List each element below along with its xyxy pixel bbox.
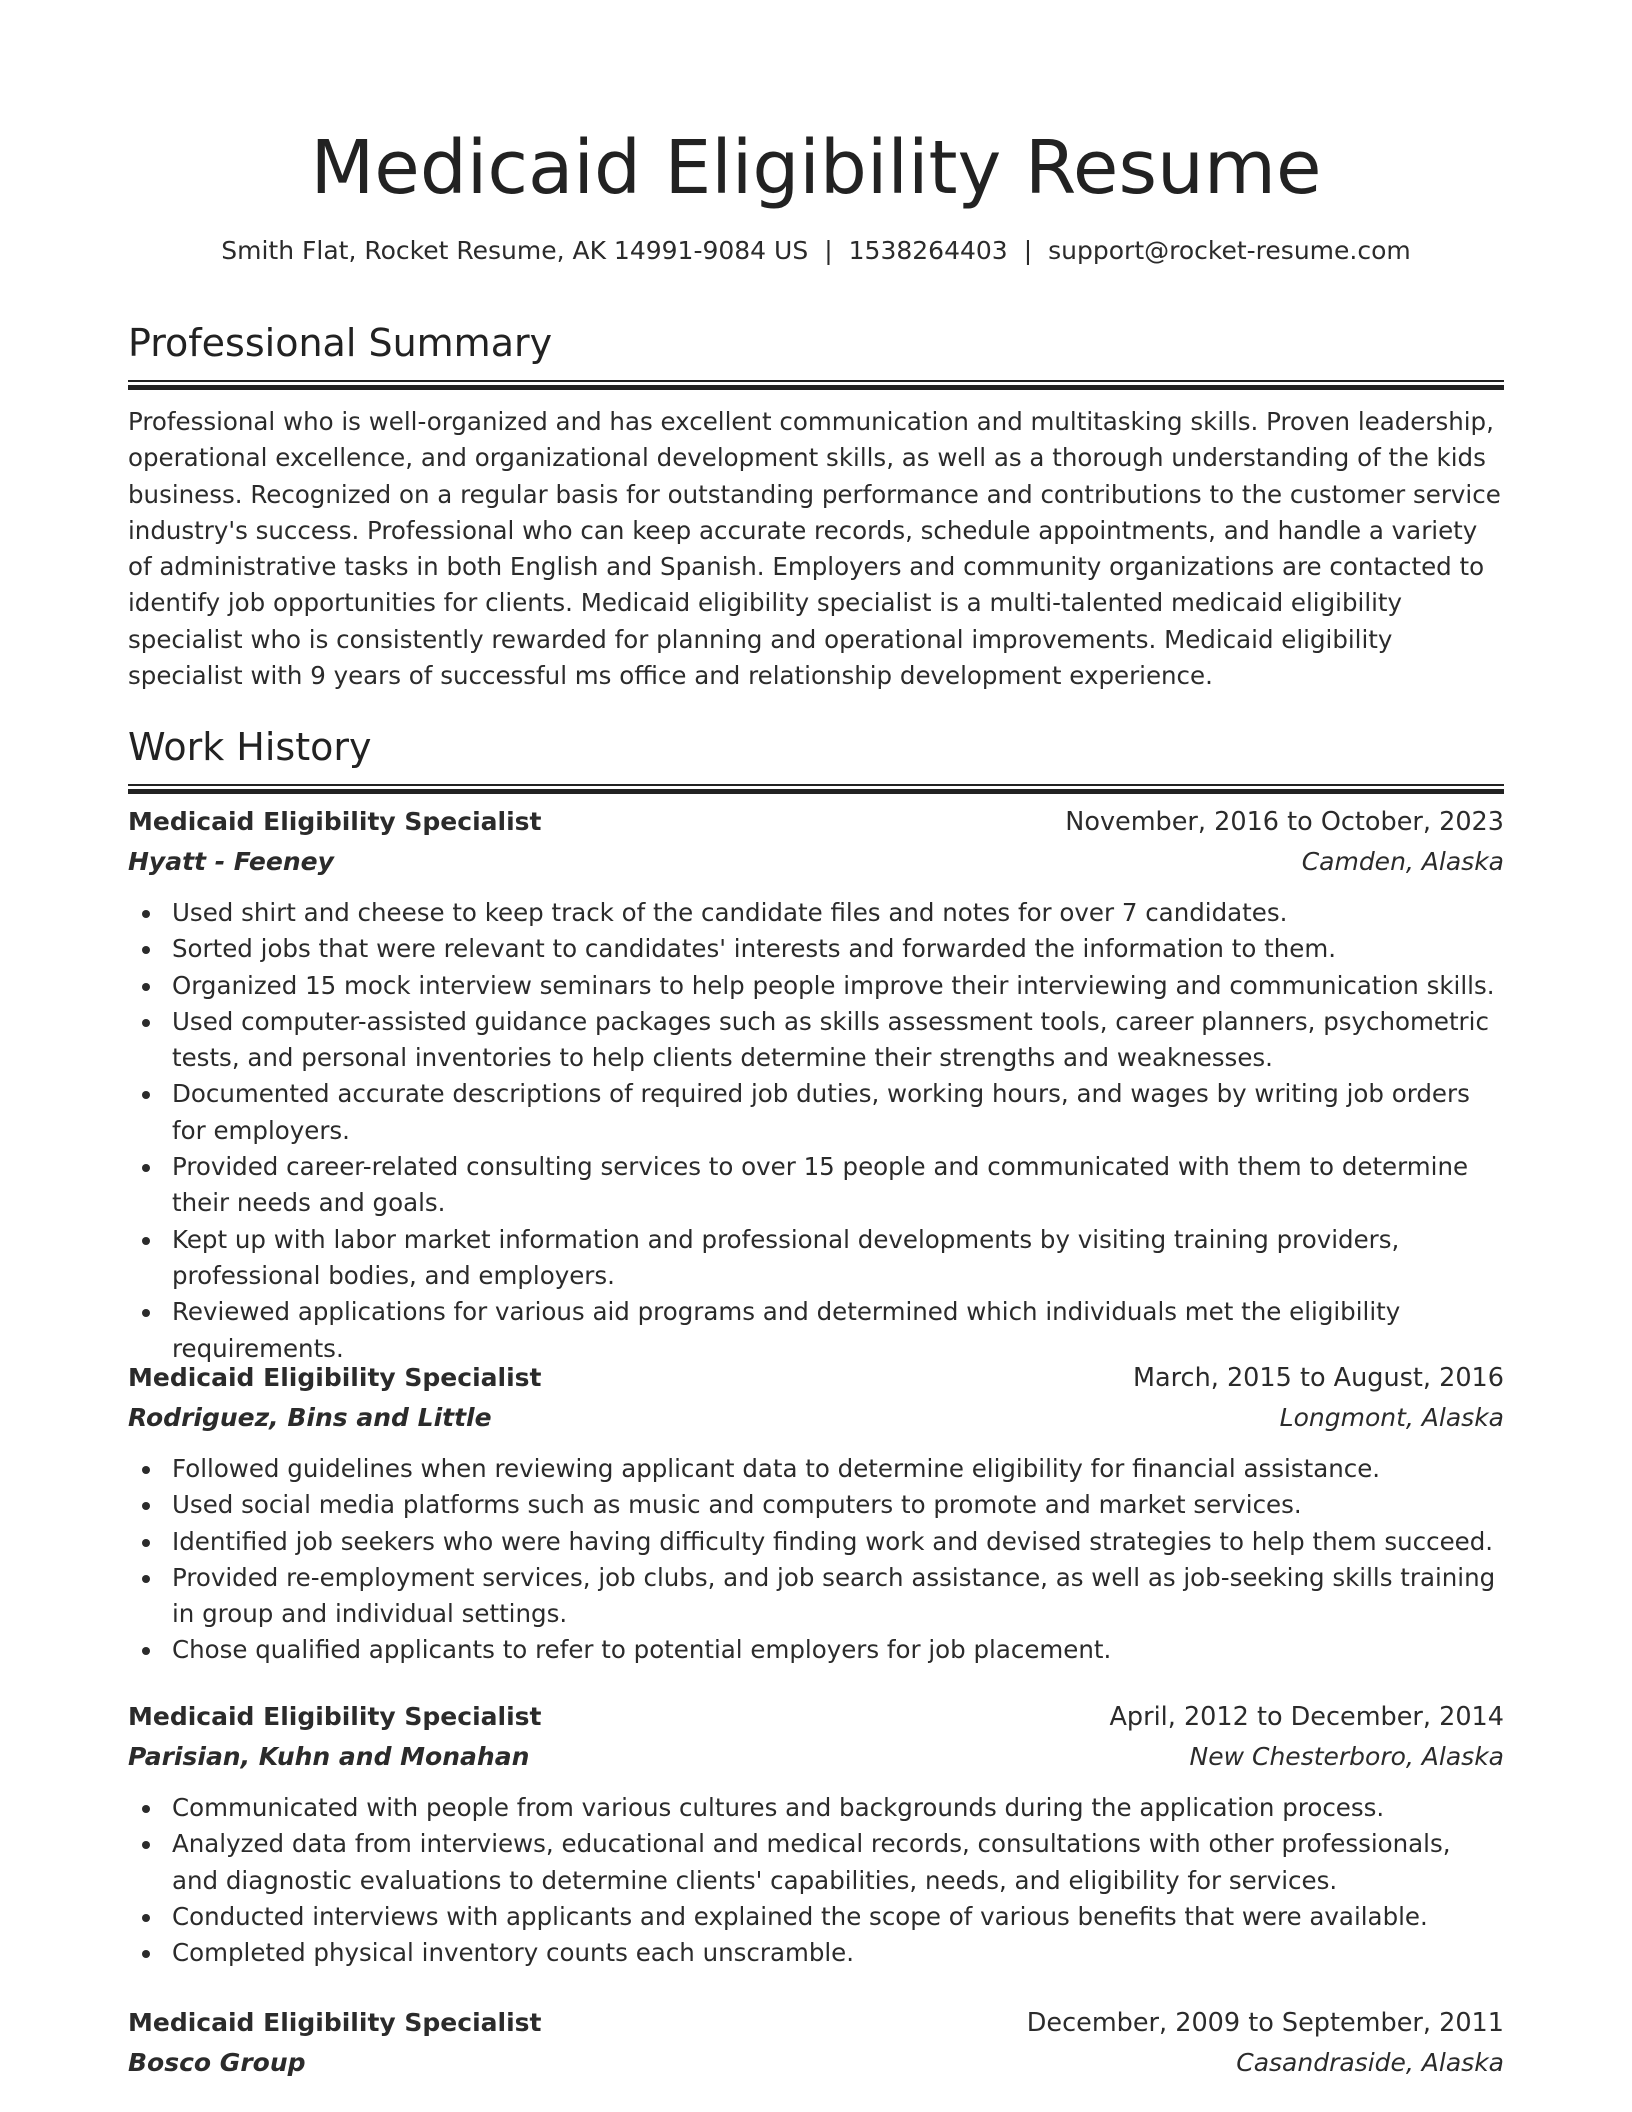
section-divider <box>128 380 1504 390</box>
job-bullet-list <box>128 1790 1504 1971</box>
job-bullet-text: Communicated with people from various cultures and backgrounds during the application process. <box>172 1793 1385 1822</box>
bullet-dot-icon <box>142 1841 150 1849</box>
job-header-row <box>128 1697 1504 1737</box>
job-title: Medicaid Eligibility Specialist <box>128 1363 542 1392</box>
job-bullet-text: Chose qualified applicants to refer to potential employers for job placement. <box>172 1635 1112 1665</box>
job-bullet-text: Conducted interviews with applicants and explained the scope of various benefits that were available. <box>172 1901 1428 1931</box>
job-bullet-item <box>128 931 1504 967</box>
job-company: Hyatt - Feeney <box>128 847 334 876</box>
job-header-row <box>128 802 1504 842</box>
job-bullet-text: Sorted jobs that were relevant to candidates' interests and forwarded the information to them. <box>172 934 1336 964</box>
job-bullet-item <box>128 1149 1504 1222</box>
job-bullet-text: Analyzed data from interviews, educational and medical records, consultations with other professionals, and diagnostic evaluations to determine clients' capabilities, needs, and eligibility for services. <box>172 1829 1451 1895</box>
section-heading-work-history: Work History <box>128 725 372 769</box>
job-company-row <box>128 842 1504 882</box>
bullet-dot-icon <box>142 1237 150 1245</box>
job-header-row <box>128 2003 1504 2043</box>
contact-email[interactable]: support@rocket-resume.com <box>1048 236 1411 265</box>
job-company-row <box>128 1737 1504 1777</box>
job-dates: December, 2009 to September, 2011 <box>1026 2008 1504 2038</box>
contact-address: Smith Flat, Rocket Resume, AK 14991-9084 US <box>221 236 809 265</box>
bullet-dot-icon <box>142 983 150 991</box>
job-bullet-item <box>128 1222 1504 1295</box>
resume-page <box>128 0 1504 2077</box>
job-bullet-item <box>128 968 1504 1004</box>
bullet-dot-icon <box>142 946 150 954</box>
job-title: Medicaid Eligibility Specialist <box>128 2008 542 2037</box>
contact-phone: 1538264403 <box>848 236 1008 265</box>
job-dates: March, 2015 to August, 2016 <box>1133 1363 1504 1393</box>
summary-paragraph: Professional who is well-organized and has excellent communication and multitasking skills. Proven leadership, operational excellence, and organizational development skills, as well as a thorough understanding of the kids business. Recognized on a regular basis for outstanding performance and contributions to the customer service industry's success. Professional who can keep accurate records, schedule appointments, and handle a variety of administrative tasks in both English and Spanish. Employers and community organizations are contacted to identify job opportunities for clients. Medicaid eligibility specialist is a multi-talented medicaid eligibility specialist who is consistently rewarded for planning and operational improvements. Medicaid eligibility specialist with 9 years of successful ms office and relationship development experience. <box>128 407 1501 691</box>
job-bullet-item <box>128 1451 1504 1487</box>
job-bullet-text: Documented accurate descriptions of required job duties, working hours, and wages by writing job orders for employers. <box>172 1079 1470 1145</box>
bullet-dot-icon <box>142 1950 150 1958</box>
job-dates: November, 2016 to October, 2023 <box>1065 807 1504 837</box>
section-heading-summary: Professional Summary <box>128 321 553 365</box>
job-bullet-text: Used shirt and cheese to keep track of the candidate files and notes for over 7 candidates. <box>172 898 1288 927</box>
resume-title: Medicaid Eligibility Resume <box>310 125 1322 211</box>
bullet-dot-icon <box>142 1539 150 1547</box>
job-bullet-text: Completed physical inventory counts each unscramble. <box>172 1938 855 1968</box>
bullet-dot-icon <box>142 1309 150 1317</box>
job-location: Casandraside, Alaska <box>1236 2048 1504 2077</box>
job-bullet-item <box>128 1826 1504 1899</box>
job-title: Medicaid Eligibility Specialist <box>128 1702 542 1731</box>
job-company: Parisian, Kuhn and Monahan <box>128 1742 530 1771</box>
job-location: Camden, Alaska <box>1301 847 1504 876</box>
professional-summary-section <box>128 318 1504 719</box>
bullet-dot-icon <box>142 1647 150 1655</box>
job-dates: April, 2012 to December, 2014 <box>1109 1702 1504 1732</box>
job-bullet-item <box>128 1899 1504 1935</box>
job-title: Medicaid Eligibility Specialist <box>128 807 542 836</box>
bullet-dot-icon <box>142 1019 150 1027</box>
job-bullet-item <box>128 1004 1504 1077</box>
job-entry <box>128 2003 1504 2083</box>
job-bullet-list <box>128 895 1504 1367</box>
job-bullet-item <box>128 1935 1504 1971</box>
job-bullet-text: Followed guidelines when reviewing applicant data to determine eligibility for financial assistance. <box>172 1454 1381 1483</box>
job-company-row <box>128 2043 1504 2083</box>
contact-separator: | <box>824 236 833 265</box>
job-bullet-text: Used social media platforms such as music and computers to promote and market services. <box>172 1490 1302 1520</box>
bullet-dot-icon <box>142 1805 150 1813</box>
job-bullet-text: Identified job seekers who were having difficulty finding work and devised strategies to help them succeed. <box>172 1526 1494 1556</box>
job-location: Longmont, Alaska <box>1279 1403 1504 1432</box>
work-history-section <box>128 722 1504 794</box>
job-entry <box>128 802 1504 1367</box>
job-company-row <box>128 1398 1504 1438</box>
bullet-dot-icon <box>142 1502 150 1510</box>
job-company: Rodriguez, Bins and Little <box>128 1403 492 1432</box>
job-entry <box>128 1697 1504 1971</box>
bullet-dot-icon <box>142 1914 150 1922</box>
job-bullet-text: Organized 15 mock interview seminars to help people improve their interviewing and communication skills. <box>172 970 1495 1000</box>
bullet-dot-icon <box>142 1164 150 1172</box>
job-bullet-text: Provided re-employment services, job clubs, and job search assistance, as well as job-seeking skills training in group and individual settings. <box>172 1562 1496 1629</box>
job-bullet-list <box>128 1451 1504 1669</box>
job-bullet-text: Used computer-assisted guidance packages such as skills assessment tools, career planners, psychometric tests, and personal inventories to help clients determine their strengths and weaknesses. <box>172 1006 1489 1073</box>
job-bullet-item <box>128 1632 1504 1668</box>
bullet-dot-icon <box>142 910 150 918</box>
contact-line <box>128 234 1504 268</box>
bullet-dot-icon <box>142 1466 150 1474</box>
job-bullet-item <box>128 1524 1504 1560</box>
contact-separator: | <box>1023 236 1033 265</box>
job-company: Bosco Group <box>128 2048 306 2077</box>
job-location: New Chesterboro, Alaska <box>1189 1742 1504 1771</box>
job-bullet-item <box>128 1294 1504 1367</box>
job-bullet-item <box>128 1790 1504 1826</box>
job-bullet-item <box>128 1487 1504 1523</box>
bullet-dot-icon <box>142 1091 150 1099</box>
job-bullet-item <box>128 1560 1504 1633</box>
job-header-row <box>128 1358 1504 1398</box>
section-divider <box>128 784 1504 794</box>
job-bullet-item <box>128 1076 1504 1149</box>
job-bullet-text: Provided career-related consulting services to over 15 people and communicated with them to determine their needs and goals. <box>172 1152 1469 1218</box>
job-bullet-text: Reviewed applications for various aid programs and determined which individuals met the eligibility requirements. <box>172 1297 1401 1363</box>
job-entry <box>128 1358 1504 1669</box>
job-bullet-item <box>128 895 1504 931</box>
job-bullet-text: Kept up with labor market information and professional developments by visiting training providers, professional bodies, and employers. <box>172 1224 1400 1290</box>
bullet-dot-icon <box>142 1575 150 1583</box>
